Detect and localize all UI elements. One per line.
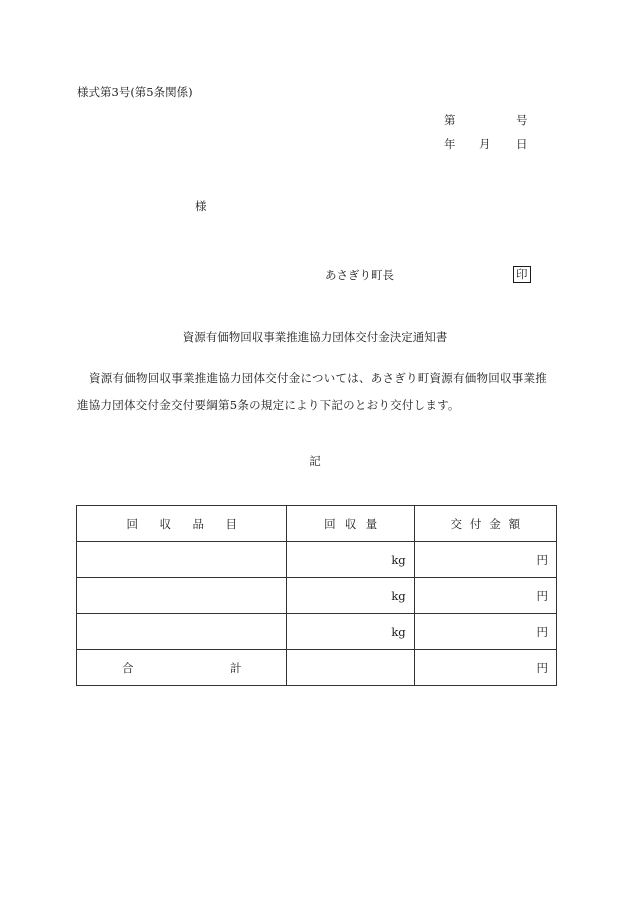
amount-unit: 円 <box>414 614 556 650</box>
body-text-line-2: 進協力団体交付金交付要綱第5条の規定により下記のとおり交付します。 <box>77 398 460 412</box>
header-collected-item: 回 収 品 目 <box>77 506 287 542</box>
total-amount-unit: 円 <box>414 650 556 686</box>
total-label-cell <box>77 650 287 686</box>
ki-heading: 記 <box>309 454 321 468</box>
item-cell <box>77 542 287 578</box>
total-row <box>77 650 557 686</box>
document-number-suffix: 号 <box>516 113 528 127</box>
quantity-unit: kg <box>287 542 414 578</box>
form-number: 様式第3号(第5条関係) <box>77 85 193 99</box>
amount-unit: 円 <box>414 578 556 614</box>
total-quantity-cell <box>287 650 414 686</box>
table-row <box>77 614 557 650</box>
total-label-2: 計 <box>229 660 242 675</box>
issuer-name: あさぎり町長 <box>325 268 394 282</box>
header-collected-quantity: 回 収 量 <box>287 506 414 542</box>
table-row <box>77 578 557 614</box>
document-title: 資源有価物回収事業推進協力団体交付金決定通知書 <box>182 330 448 344</box>
table-row <box>77 542 557 578</box>
item-cell <box>77 578 287 614</box>
quantity-unit: kg <box>287 578 414 614</box>
amount-unit: 円 <box>414 542 556 578</box>
total-label-1: 合 <box>122 660 134 675</box>
recipient-honorific: 様 <box>195 199 207 213</box>
item-cell <box>77 614 287 650</box>
date-year-label: 年 <box>444 137 456 151</box>
date-month-label: 月 <box>479 137 491 151</box>
date-day-label: 日 <box>516 137 528 151</box>
summary-table <box>76 505 557 686</box>
seal-mark: 印 <box>513 266 531 283</box>
header-grant-amount: 交 付 金 額 <box>414 506 556 542</box>
document-number-label: 第 <box>444 113 456 127</box>
quantity-unit: kg <box>287 614 414 650</box>
table-header-row <box>77 506 557 542</box>
body-text-line-1: 資源有価物回収事業推進協力団体交付金については、あさぎり町資源有価物回収事業推 <box>89 371 548 385</box>
